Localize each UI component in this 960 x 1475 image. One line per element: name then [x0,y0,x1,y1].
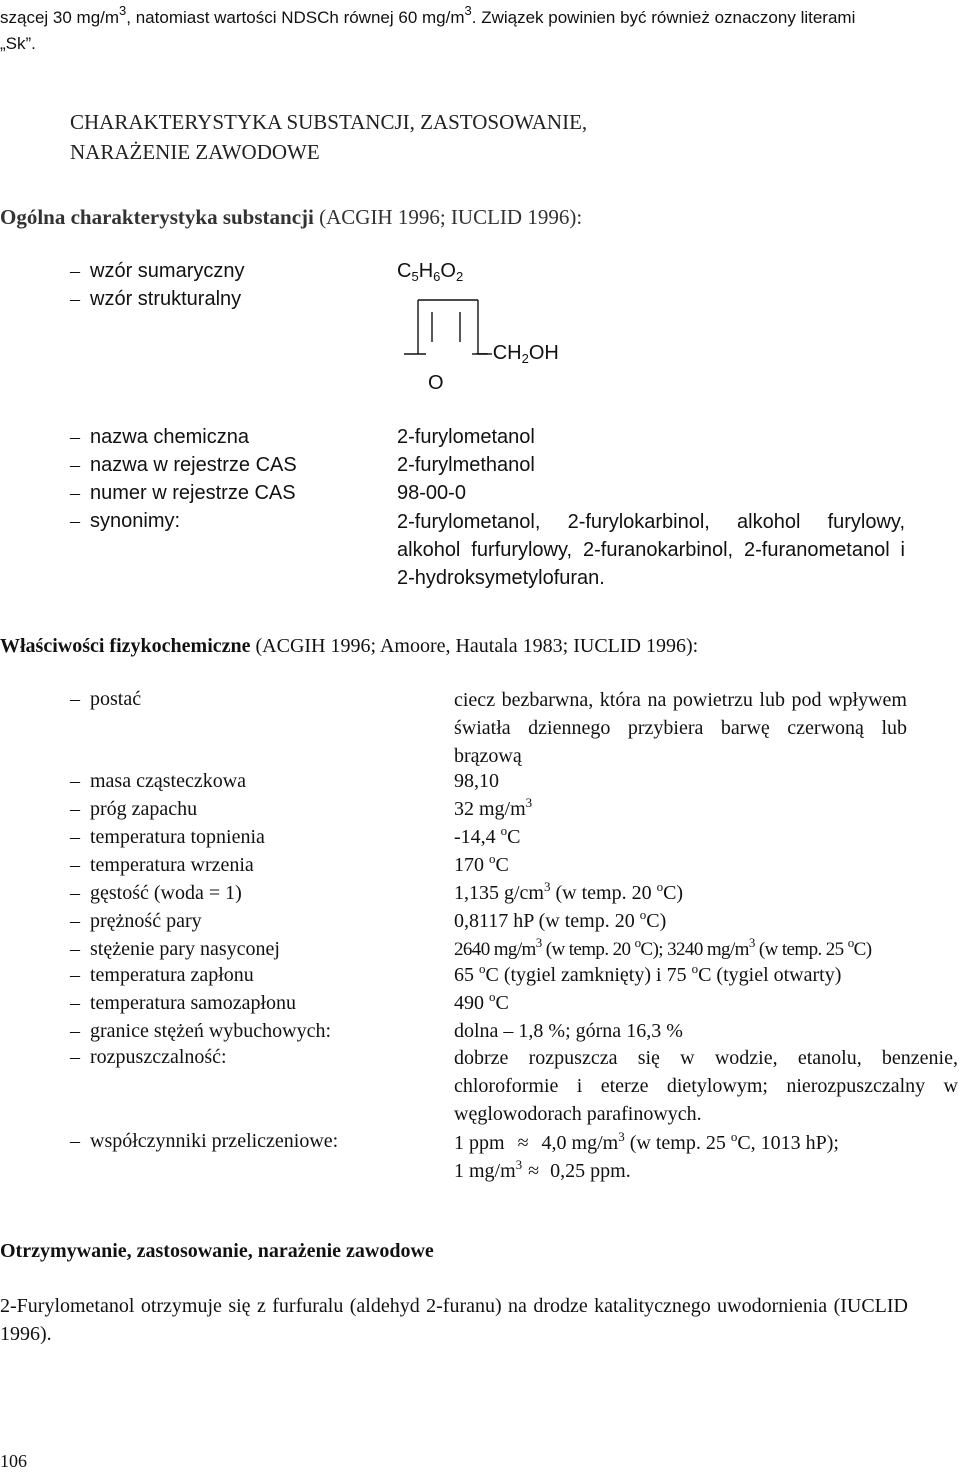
boiling-point-label: temperatura wrzenia [90,854,254,876]
continuation-text-c: . Związek powinien być również oznaczony literami [471,8,856,27]
property-row [70,908,202,935]
density-rest: (w temp. 20 [550,882,657,904]
dash-bullet: – [70,1046,80,1068]
flash-point-value [454,962,841,989]
cf-sup-2: 3 [515,1157,523,1172]
dash-bullet: – [70,288,80,310]
sv-b: (w temp. 20 [541,939,635,960]
explosive-limits-label: granice stężeń wybuchowych: [90,1020,332,1042]
identification-row [70,424,249,451]
continuation-line-2: „Sk”. [0,34,36,53]
synonyms-value: 2-furylometanol, 2-furylokarbinol, alkohol furylowy, alkohol furfurylowy, 2-furanokarbinol, 2-furanometanol i 2-hydroksymetylofuran. [397,511,905,589]
odor-threshold-label: próg zapachu [90,798,198,820]
property-row [70,1128,338,1155]
formula-c: C [397,260,412,282]
vapor-pressure-end: C) [646,910,667,932]
molar-mass-value: 98,10 [454,770,499,792]
synonyms-label: synonimy: [90,510,181,532]
odor-threshold-number: 32 mg/m [454,798,526,820]
degree-sup: o [656,879,664,894]
density-value [454,880,683,907]
molecular-formula [397,258,463,285]
section-heading-line-2: NARAŻENIE ZAWODOWE [70,140,320,164]
cf-a: 1 ppm [454,1132,510,1154]
dash-bullet: – [70,260,80,282]
fp-c: C (tygiel otwarty) [698,964,842,986]
formula-label-row [70,258,244,285]
structural-label: wzór strukturalny [90,288,242,310]
identification-row [70,452,297,479]
flash-point-label: temperatura zapłonu [90,964,254,986]
dash-bullet: – [70,770,80,792]
chemical-name-label: nazwa chemiczna [90,426,249,448]
dash-bullet: – [70,510,80,532]
sv-sup: 3 [535,935,542,950]
unit: C [495,854,509,876]
cas-number-value: 98-00-0 [397,482,466,504]
chemical-name-value: 2-furylometanol [397,426,535,448]
saturated-vapor-value [454,936,871,963]
approx-symbol: ≈ [517,1132,529,1154]
substituent-ch: CH [492,342,522,364]
general-title [0,204,582,231]
dash-bullet: – [70,938,80,960]
dash-bullet: – [70,1130,80,1152]
sv-d: (w temp. 25 [754,939,848,960]
odor-threshold-value [454,796,532,823]
form-value: ciecz bezbarwna, która na powietrzu lub pod wpływem światła dziennego przybiera barwę czerwoną lub brązową [454,689,907,767]
molar-mass-label: masa cząsteczkowa [90,770,247,792]
dash-bullet: – [70,688,80,710]
melting-point-value [454,824,521,851]
dash-bullet: – [70,854,80,876]
substituent-oh: OH [528,342,559,364]
melting-point-label: temperatura topnienia [90,826,265,848]
melting-point-number: -14,4 [454,826,501,848]
continuation-text-b: , natomiast wartości NDSCh równej 60 mg/m [126,8,465,27]
unit: C [495,992,509,1014]
sv-a: 2640 mg/m [454,939,536,960]
fp-b: C (tygiel zamknięty) i 75 [485,964,692,986]
degree-sup: o [730,1129,738,1144]
vapor-pressure-value [454,908,666,935]
degree-sup: o [489,989,496,1004]
approx-symbol: ≈ [528,1160,540,1182]
sv-sup-2: 3 [748,935,755,950]
ring-oxygen-label: O [428,372,444,394]
cas-name-label: nazwa w rejestrze CAS [90,454,297,476]
degree-sup: o [847,935,854,950]
degree-sup: o [639,907,647,922]
density-number: 1,135 g/cm [454,882,544,904]
dash-bullet: – [70,992,80,1014]
general-title-rest: (ACGIH 1996; IUCLID 1996): [313,205,583,229]
dash-bullet: – [70,964,80,986]
cf-e: 1 mg/m [454,1160,516,1182]
fp-a: 65 [454,964,479,986]
property-row [70,1044,227,1071]
property-row [70,880,242,907]
dash-bullet: – [70,882,80,904]
section-heading-line-1: CHARAKTERYSTYKA SUBSTANCJI, ZASTOSOWANIE, [70,110,588,134]
property-row [70,686,141,713]
saturated-vapor-label: stężenie pary nasyconej [90,938,280,960]
substituent-count: 2 [521,351,529,366]
page-number: 106 [0,1451,27,1471]
cas-number-label: numer w rejestrze CAS [90,482,296,504]
continuation-sup: 3 [119,3,127,18]
production-text: 2-Furylometanol otrzymuje się z furfuralu (aldehyd 2-furanu) na drodze katalitycznego uwodornienia (IUCLID 1996). [0,1295,908,1345]
property-row [70,824,265,851]
solubility-label: rozpuszczalność: [90,1046,227,1068]
sv-c: C); 3240 mg/m [640,939,749,960]
substituent-label: – $CH_2OH$ [476,342,559,366]
property-row [70,768,246,795]
form-label: postać [90,688,142,710]
dash-bullet: – [70,1020,80,1042]
identification-row [70,508,180,535]
formula-o: O [440,260,456,282]
vapor-pressure-label: prężność pary [90,910,202,932]
cf-sup: 3 [618,1129,625,1144]
conversion-line-2 [454,1158,631,1185]
property-row [70,796,197,823]
continuation-sup-2: 3 [464,3,472,18]
cf-c: (w temp. 25 [624,1132,731,1154]
vapor-pressure-number: 0,8117 hP (w temp. 20 [454,910,640,932]
degree-sup: o [634,935,641,950]
conversion-line-1 [454,1130,839,1157]
dash-bullet: – [70,798,80,820]
cf-b: 4,0 mg/m [536,1132,619,1154]
continuation-text-a: szącej 30 mg/m [0,8,120,27]
production-title: Otrzymywanie, zastosowanie, narażenie zawodowe [0,1240,434,1262]
formula-h-count: 6 [433,269,441,284]
cf-f: 0,25 ppm. [545,1160,631,1182]
property-row [70,936,280,963]
conversion-factors-label: współczynniki przeliczeniowe: [90,1130,339,1152]
property-row [70,852,254,879]
autoignition-number: 490 [454,992,489,1014]
autoignition-label: temperatura samozapłonu [90,992,297,1014]
degree-sup: o [691,961,699,976]
property-row [70,990,296,1017]
degree-sup: o [489,851,496,866]
dash-bullet: – [70,826,80,848]
solubility-value: dobrze rozpuszcza się w wodzie, etanolu, benzenie, chloroformie i eterze dietylowym; nierozpuszczalny w węglowodorach parafinowych. [454,1047,958,1125]
general-title-bold: Ogólna charakterystyka substancji [0,205,314,229]
autoignition-value [454,990,509,1017]
density-end: C) [663,882,684,904]
odor-threshold-sup: 3 [525,795,533,810]
properties-title-rest: (ACGIH 1996; Amoore, Hautala 1983; IUCLID 1996): [250,635,699,657]
degree-sup: o [500,823,508,838]
property-row [70,962,254,989]
dash-bullet: – [70,454,80,476]
formula-o-count: 2 [455,269,464,284]
cas-name-value: 2-furylmethanol [397,454,535,476]
formula-c-count: 5 [411,269,419,284]
dash-bullet: – [70,482,80,504]
dash-bullet: – [70,426,80,448]
degree-sup: o [479,961,486,976]
property-row [70,1018,331,1045]
continuation-line-1 [0,4,855,31]
cf-d: C, 1013 hP); [737,1132,839,1154]
unit: C [507,826,521,848]
boiling-point-number: 170 [454,854,489,876]
density-label: gęstość (woda = 1) [90,882,242,904]
explosive-limits-value: dolna – 1,8 %; górna 16,3 % [454,1020,683,1042]
properties-title-bold: Właściwości fizykochemiczne [0,635,251,657]
properties-title [0,633,698,660]
boiling-point-value [454,852,509,879]
structural-label-row [70,286,241,313]
dash-bullet: – [70,910,80,932]
formula-label: wzór sumaryczny [90,260,245,282]
density-sup: 3 [544,879,551,894]
sv-e: C) [853,939,872,960]
formula-h: H [418,260,434,282]
identification-row [70,480,296,507]
